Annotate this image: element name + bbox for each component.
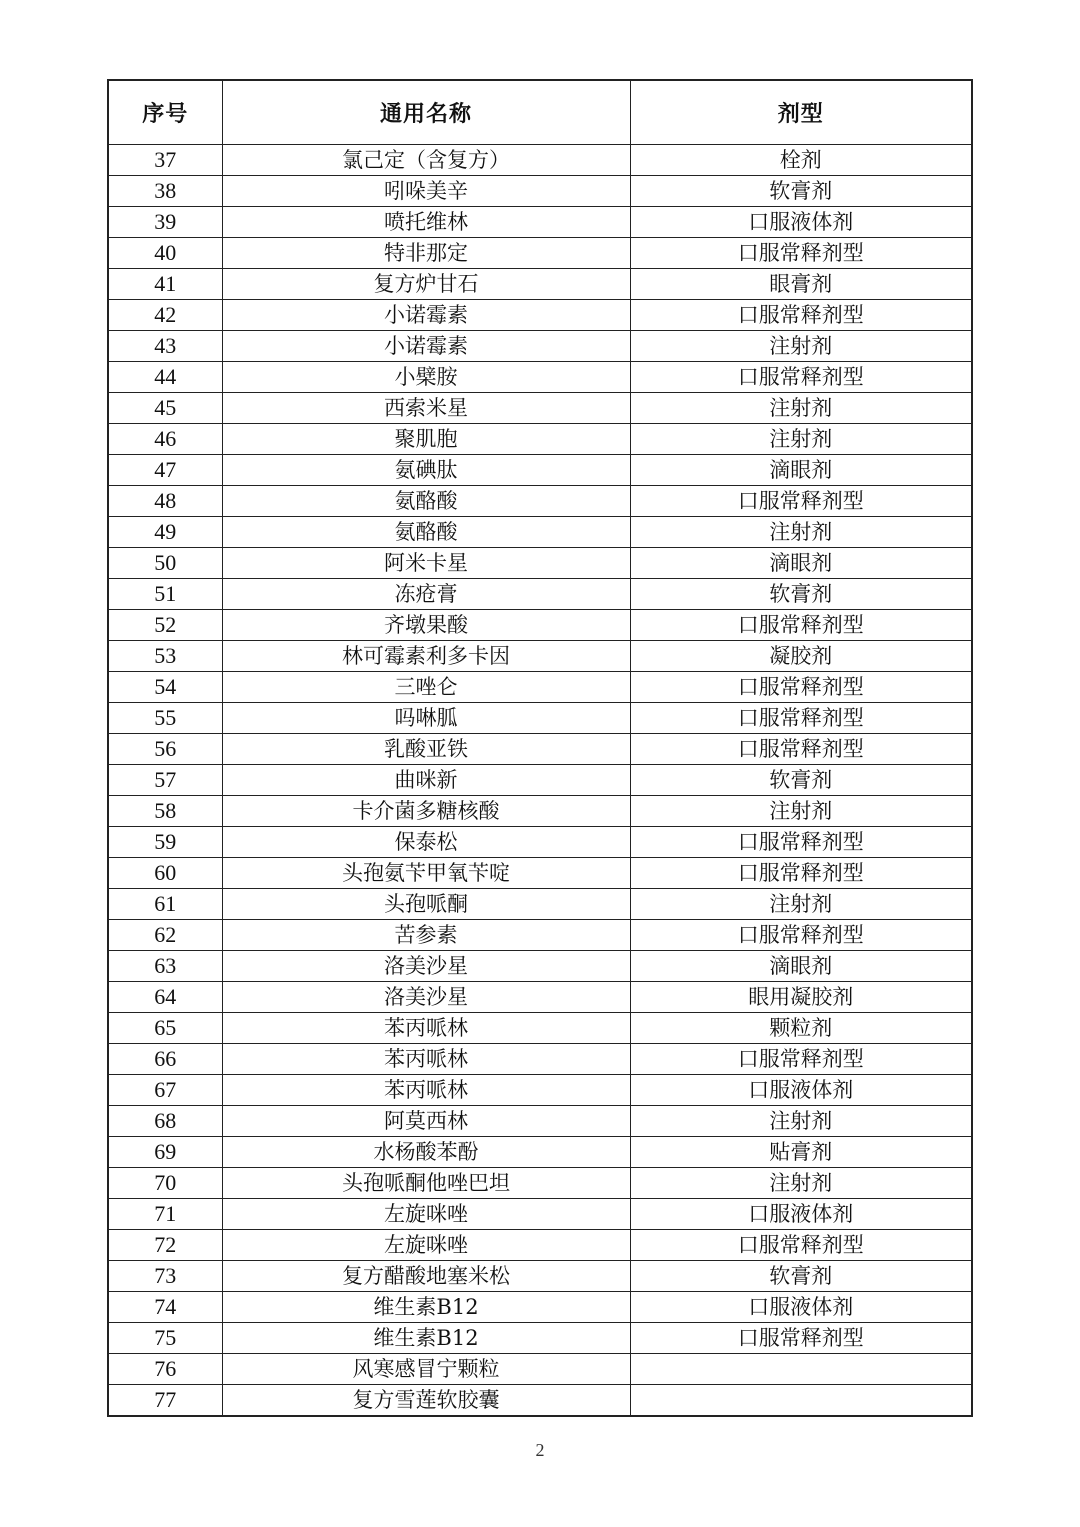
cell-serial-number: 62: [108, 920, 222, 951]
cell-serial-number: 76: [108, 1354, 222, 1385]
cell-generic-name: 卡介菌多糖核酸: [222, 796, 630, 827]
cell-dosage-form: 滴眼剂: [630, 548, 972, 579]
table-row: [108, 362, 972, 393]
table-row: [108, 1075, 972, 1106]
cell-serial-number: 64: [108, 982, 222, 1013]
table-row: [108, 517, 972, 548]
cell-dosage-form: 注射剂: [630, 1168, 972, 1199]
cell-dosage-form: 注射剂: [630, 1106, 972, 1137]
cell-serial-number: 51: [108, 579, 222, 610]
table-row: [108, 1230, 972, 1261]
cell-generic-name: 维生素B12: [222, 1323, 630, 1354]
cell-generic-name: 小诺霉素: [222, 331, 630, 362]
cell-dosage-form: 注射剂: [630, 331, 972, 362]
cell-serial-number: 44: [108, 362, 222, 393]
cell-serial-number: 77: [108, 1385, 222, 1417]
cell-generic-name: 水杨酸苯酚: [222, 1137, 630, 1168]
cell-serial-number: 57: [108, 765, 222, 796]
drug-list-table: [107, 79, 973, 1417]
cell-generic-name: 阿莫西林: [222, 1106, 630, 1137]
cell-serial-number: 63: [108, 951, 222, 982]
cell-generic-name: 喷托维林: [222, 207, 630, 238]
cell-generic-name: 聚肌胞: [222, 424, 630, 455]
cell-dosage-form: 口服常释剂型: [630, 362, 972, 393]
cell-dosage-form: 注射剂: [630, 517, 972, 548]
cell-serial-number: 43: [108, 331, 222, 362]
cell-dosage-form: 口服常释剂型: [630, 486, 972, 517]
table-row: [108, 1385, 972, 1417]
cell-generic-name: 小诺霉素: [222, 300, 630, 331]
cell-generic-name: 阿米卡星: [222, 548, 630, 579]
cell-dosage-form: 口服常释剂型: [630, 238, 972, 269]
table-row: [108, 1013, 972, 1044]
cell-dosage-form: 口服常释剂型: [630, 610, 972, 641]
cell-dosage-form: 口服常释剂型: [630, 1044, 972, 1075]
cell-serial-number: 74: [108, 1292, 222, 1323]
table-row: [108, 486, 972, 517]
cell-dosage-form: 口服常释剂型: [630, 1323, 972, 1354]
cell-generic-name: 吲哚美辛: [222, 176, 630, 207]
cell-dosage-form: 注射剂: [630, 393, 972, 424]
cell-serial-number: 75: [108, 1323, 222, 1354]
cell-serial-number: 56: [108, 734, 222, 765]
cell-dosage-form: 口服常释剂型: [630, 1230, 972, 1261]
cell-serial-number: 59: [108, 827, 222, 858]
cell-dosage-form: 滴眼剂: [630, 455, 972, 486]
cell-dosage-form: 注射剂: [630, 424, 972, 455]
cell-serial-number: 50: [108, 548, 222, 579]
cell-dosage-form: 口服常释剂型: [630, 300, 972, 331]
cell-serial-number: 42: [108, 300, 222, 331]
table-row: [108, 269, 972, 300]
cell-serial-number: 55: [108, 703, 222, 734]
table-row: [108, 1292, 972, 1323]
cell-dosage-form: 滴眼剂: [630, 951, 972, 982]
cell-serial-number: 71: [108, 1199, 222, 1230]
table-row: [108, 1106, 972, 1137]
cell-serial-number: 47: [108, 455, 222, 486]
cell-generic-name: 洛美沙星: [222, 951, 630, 982]
cell-serial-number: 38: [108, 176, 222, 207]
cell-serial-number: 49: [108, 517, 222, 548]
table-row: [108, 238, 972, 269]
cell-dosage-form: 口服常释剂型: [630, 703, 972, 734]
cell-generic-name: 氨酪酸: [222, 486, 630, 517]
cell-dosage-form: 注射剂: [630, 889, 972, 920]
cell-serial-number: 67: [108, 1075, 222, 1106]
table-row: [108, 393, 972, 424]
cell-serial-number: 37: [108, 145, 222, 176]
table-row: [108, 1323, 972, 1354]
cell-generic-name: 左旋咪唑: [222, 1230, 630, 1261]
cell-dosage-form: 贴膏剂: [630, 1137, 972, 1168]
header-row: [108, 80, 972, 145]
table-row: [108, 424, 972, 455]
table-row: [108, 889, 972, 920]
cell-dosage-form: 口服常释剂型: [630, 734, 972, 765]
cell-generic-name: 维生素B12: [222, 1292, 630, 1323]
table-body: [108, 145, 972, 1417]
cell-generic-name: 头孢哌酮: [222, 889, 630, 920]
table-row: [108, 1168, 972, 1199]
table-row: [108, 1199, 972, 1230]
cell-generic-name: 冻疮膏: [222, 579, 630, 610]
cell-generic-name: 小檗胺: [222, 362, 630, 393]
cell-generic-name: 复方醋酸地塞米松: [222, 1261, 630, 1292]
table-row: [108, 548, 972, 579]
cell-generic-name: 林可霉素利多卡因: [222, 641, 630, 672]
table-row: [108, 455, 972, 486]
cell-generic-name: 左旋咪唑: [222, 1199, 630, 1230]
cell-serial-number: 70: [108, 1168, 222, 1199]
cell-dosage-form: 注射剂: [630, 796, 972, 827]
cell-dosage-form: 口服液体剂: [630, 1292, 972, 1323]
table-row: [108, 796, 972, 827]
cell-generic-name: 头孢氨苄甲氧苄啶: [222, 858, 630, 889]
table-row: [108, 331, 972, 362]
cell-generic-name: 吗啉胍: [222, 703, 630, 734]
table-row: [108, 610, 972, 641]
cell-serial-number: 53: [108, 641, 222, 672]
table-row: [108, 641, 972, 672]
table-row: [108, 920, 972, 951]
cell-dosage-form: 软膏剂: [630, 176, 972, 207]
table-row: [108, 703, 972, 734]
header-dosage-form: 剂型: [630, 80, 972, 145]
cell-serial-number: 48: [108, 486, 222, 517]
cell-generic-name: 特非那定: [222, 238, 630, 269]
cell-serial-number: 65: [108, 1013, 222, 1044]
table-row: [108, 300, 972, 331]
table-row: [108, 1044, 972, 1075]
cell-generic-name: 曲咪新: [222, 765, 630, 796]
cell-dosage-form: 眼用凝胶剂: [630, 982, 972, 1013]
cell-generic-name: 复方炉甘石: [222, 269, 630, 300]
cell-dosage-form: 软膏剂: [630, 765, 972, 796]
cell-serial-number: 40: [108, 238, 222, 269]
cell-dosage-form: 软膏剂: [630, 1261, 972, 1292]
table-row: [108, 827, 972, 858]
table-row: [108, 1354, 972, 1385]
cell-serial-number: 39: [108, 207, 222, 238]
table-row: [108, 672, 972, 703]
table-row: [108, 765, 972, 796]
cell-dosage-form: 口服常释剂型: [630, 858, 972, 889]
page-number: 2: [535, 1440, 545, 1460]
header-serial-number: 序号: [108, 80, 222, 145]
cell-generic-name: 苦参素: [222, 920, 630, 951]
table-row: [108, 1137, 972, 1168]
cell-dosage-form: 口服液体剂: [630, 1199, 972, 1230]
cell-serial-number: 54: [108, 672, 222, 703]
table-row: [108, 145, 972, 176]
cell-dosage-form: 栓剂: [630, 145, 972, 176]
cell-generic-name: 保泰松: [222, 827, 630, 858]
cell-generic-name: 苯丙哌林: [222, 1075, 630, 1106]
cell-serial-number: 68: [108, 1106, 222, 1137]
cell-generic-name: 苯丙哌林: [222, 1013, 630, 1044]
table-row: [108, 858, 972, 889]
table-header: [108, 80, 972, 145]
cell-dosage-form: [630, 1385, 972, 1417]
cell-generic-name: 乳酸亚铁: [222, 734, 630, 765]
table-row: [108, 734, 972, 765]
cell-generic-name: 风寒感冒宁颗粒: [222, 1354, 630, 1385]
cell-dosage-form: [630, 1354, 972, 1385]
cell-generic-name: 西索米星: [222, 393, 630, 424]
cell-generic-name: 头孢哌酮他唑巴坦: [222, 1168, 630, 1199]
cell-generic-name: 氯己定（含复方）: [222, 145, 630, 176]
cell-generic-name: 齐墩果酸: [222, 610, 630, 641]
cell-dosage-form: 口服常释剂型: [630, 920, 972, 951]
table-row: [108, 579, 972, 610]
table-row: [108, 1261, 972, 1292]
cell-serial-number: 45: [108, 393, 222, 424]
cell-generic-name: 复方雪莲软胶囊: [222, 1385, 630, 1417]
cell-dosage-form: 口服常释剂型: [630, 672, 972, 703]
cell-dosage-form: 颗粒剂: [630, 1013, 972, 1044]
cell-serial-number: 58: [108, 796, 222, 827]
cell-serial-number: 52: [108, 610, 222, 641]
table-row: [108, 951, 972, 982]
cell-serial-number: 72: [108, 1230, 222, 1261]
cell-dosage-form: 口服液体剂: [630, 1075, 972, 1106]
cell-serial-number: 46: [108, 424, 222, 455]
table-row: [108, 982, 972, 1013]
cell-dosage-form: 软膏剂: [630, 579, 972, 610]
header-generic-name: 通用名称: [222, 80, 630, 145]
cell-generic-name: 三唑仑: [222, 672, 630, 703]
cell-serial-number: 41: [108, 269, 222, 300]
cell-serial-number: 61: [108, 889, 222, 920]
table-row: [108, 176, 972, 207]
cell-serial-number: 69: [108, 1137, 222, 1168]
cell-generic-name: 氨碘肽: [222, 455, 630, 486]
cell-serial-number: 60: [108, 858, 222, 889]
cell-generic-name: 洛美沙星: [222, 982, 630, 1013]
cell-serial-number: 73: [108, 1261, 222, 1292]
cell-serial-number: 66: [108, 1044, 222, 1075]
table-row: [108, 207, 972, 238]
cell-generic-name: 苯丙哌林: [222, 1044, 630, 1075]
cell-dosage-form: 眼膏剂: [630, 269, 972, 300]
cell-dosage-form: 口服常释剂型: [630, 827, 972, 858]
cell-dosage-form: 凝胶剂: [630, 641, 972, 672]
cell-dosage-form: 口服液体剂: [630, 207, 972, 238]
cell-generic-name: 氨酪酸: [222, 517, 630, 548]
